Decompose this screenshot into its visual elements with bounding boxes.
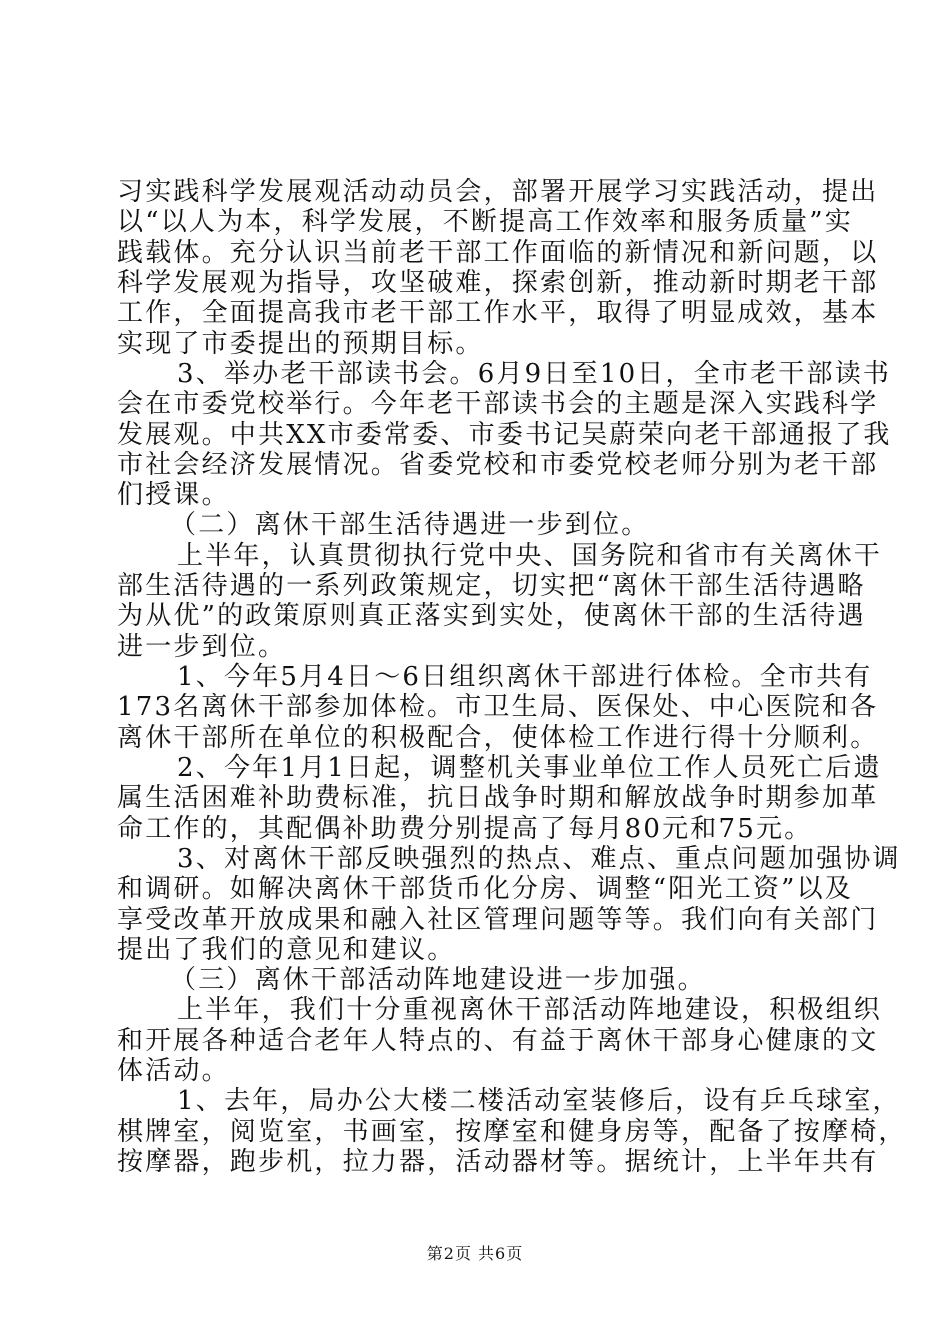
text-line: 为从优”的政策原则真正落实到实处，使离休干部的生活待遇 xyxy=(117,601,866,632)
text-line: 体活动。 xyxy=(117,1056,230,1087)
text-line: 3、举办老干部读书会。6月9日至10日，全市老干部读书 xyxy=(177,358,892,389)
text-line: 习实践科学发展观活动动员会，部署开展学习实践活动，提出 xyxy=(117,177,879,207)
section-heading: （二）离休干部生活待遇进一步到位。 xyxy=(170,510,650,541)
text-line: 属生活困难补助费标准，抗日战争时期和解放战争时期参加革 xyxy=(117,783,879,814)
text-line: 1、今年5月4日～6日组织离休干部进行体检。全市共有 xyxy=(177,662,873,692)
text-line: 2、今年1月1日起，调整机关事业单位工作人员死亡后遗 xyxy=(177,752,882,783)
text-line: 进一步到位。 xyxy=(117,631,287,662)
text-line: 1、去年，局办公大楼二楼活动室装修后，设有乒乓球室， xyxy=(177,1086,901,1117)
text-line: 按摩器，跑步机，拉力器，活动器材等。据统计，上半年共有 xyxy=(117,1147,879,1177)
text-line: 会在市委党校举行。今年老干部读书会的主题是深入实践科学 xyxy=(117,389,879,420)
text-line: 提出了我们的意见和建议。 xyxy=(117,934,456,965)
text-line: 上半年，我们十分重视离休干部活动阵地建设，积极组织 xyxy=(177,995,883,1026)
text-line: 市社会经济发展情况。省委党校和市委党校老师分别为老干部 xyxy=(117,449,879,480)
text-line: 部生活待遇的一系列政策规定，切实把“离休干部生活待遇略 xyxy=(117,571,866,602)
page-footer: 第2页 共6页 xyxy=(426,1244,524,1263)
text-line: 实现了市委提出的预期目标。 xyxy=(117,328,484,359)
section-heading: （三）离休干部活动阵地建设进一步加强。 xyxy=(170,965,706,996)
text-line: 棋牌室，阅览室，书画室，按摩室和健身房等，配备了按摩椅， xyxy=(117,1116,907,1147)
text-line: 践载体。充分认识当前老干部工作面临的新情况和新问题，以 xyxy=(117,237,879,268)
text-line: 离休干部所在单位的积极配合，使体检工作进行得十分顺利。 xyxy=(117,722,879,753)
text-line: 科学发展观为指导，攻坚破难，探索创新，推动新时期老干部 xyxy=(117,267,879,298)
text-line: 工作，全面提高我市老干部工作水平，取得了明显成效，基本 xyxy=(117,298,879,329)
text-line: 和调研。如解决离休干部货币化分房、调整“阳光工资”以及 xyxy=(117,874,853,905)
text-line: 们授课。 xyxy=(117,480,230,511)
text-line: 享受改革开放成果和融入社区管理问题等等。我们向有关部门 xyxy=(117,904,879,935)
text-line: 以“以人为本，科学发展，不断提高工作效率和服务质量”实 xyxy=(117,207,853,238)
text-line: 命工作的，其配偶补助费分别提高了每月80元和75元。 xyxy=(117,813,813,844)
text-line: 3、对离休干部反映强烈的热点、难点、重点问题加强协调 xyxy=(177,843,901,874)
text-line: 上半年，认真贯彻执行党中央、国务院和省市有关离休干 xyxy=(177,540,883,571)
text-line: 和开展各种适合老年人特点的、有益于离休干部身心健康的文 xyxy=(117,1025,879,1056)
text-line: 发展观。中共XX市委常委、市委书记吴蔚荣向老干部通报了我 xyxy=(117,419,892,450)
text-line: 173名离休干部参加体检。市卫生局、医保处、中心医院和各 xyxy=(117,692,879,723)
